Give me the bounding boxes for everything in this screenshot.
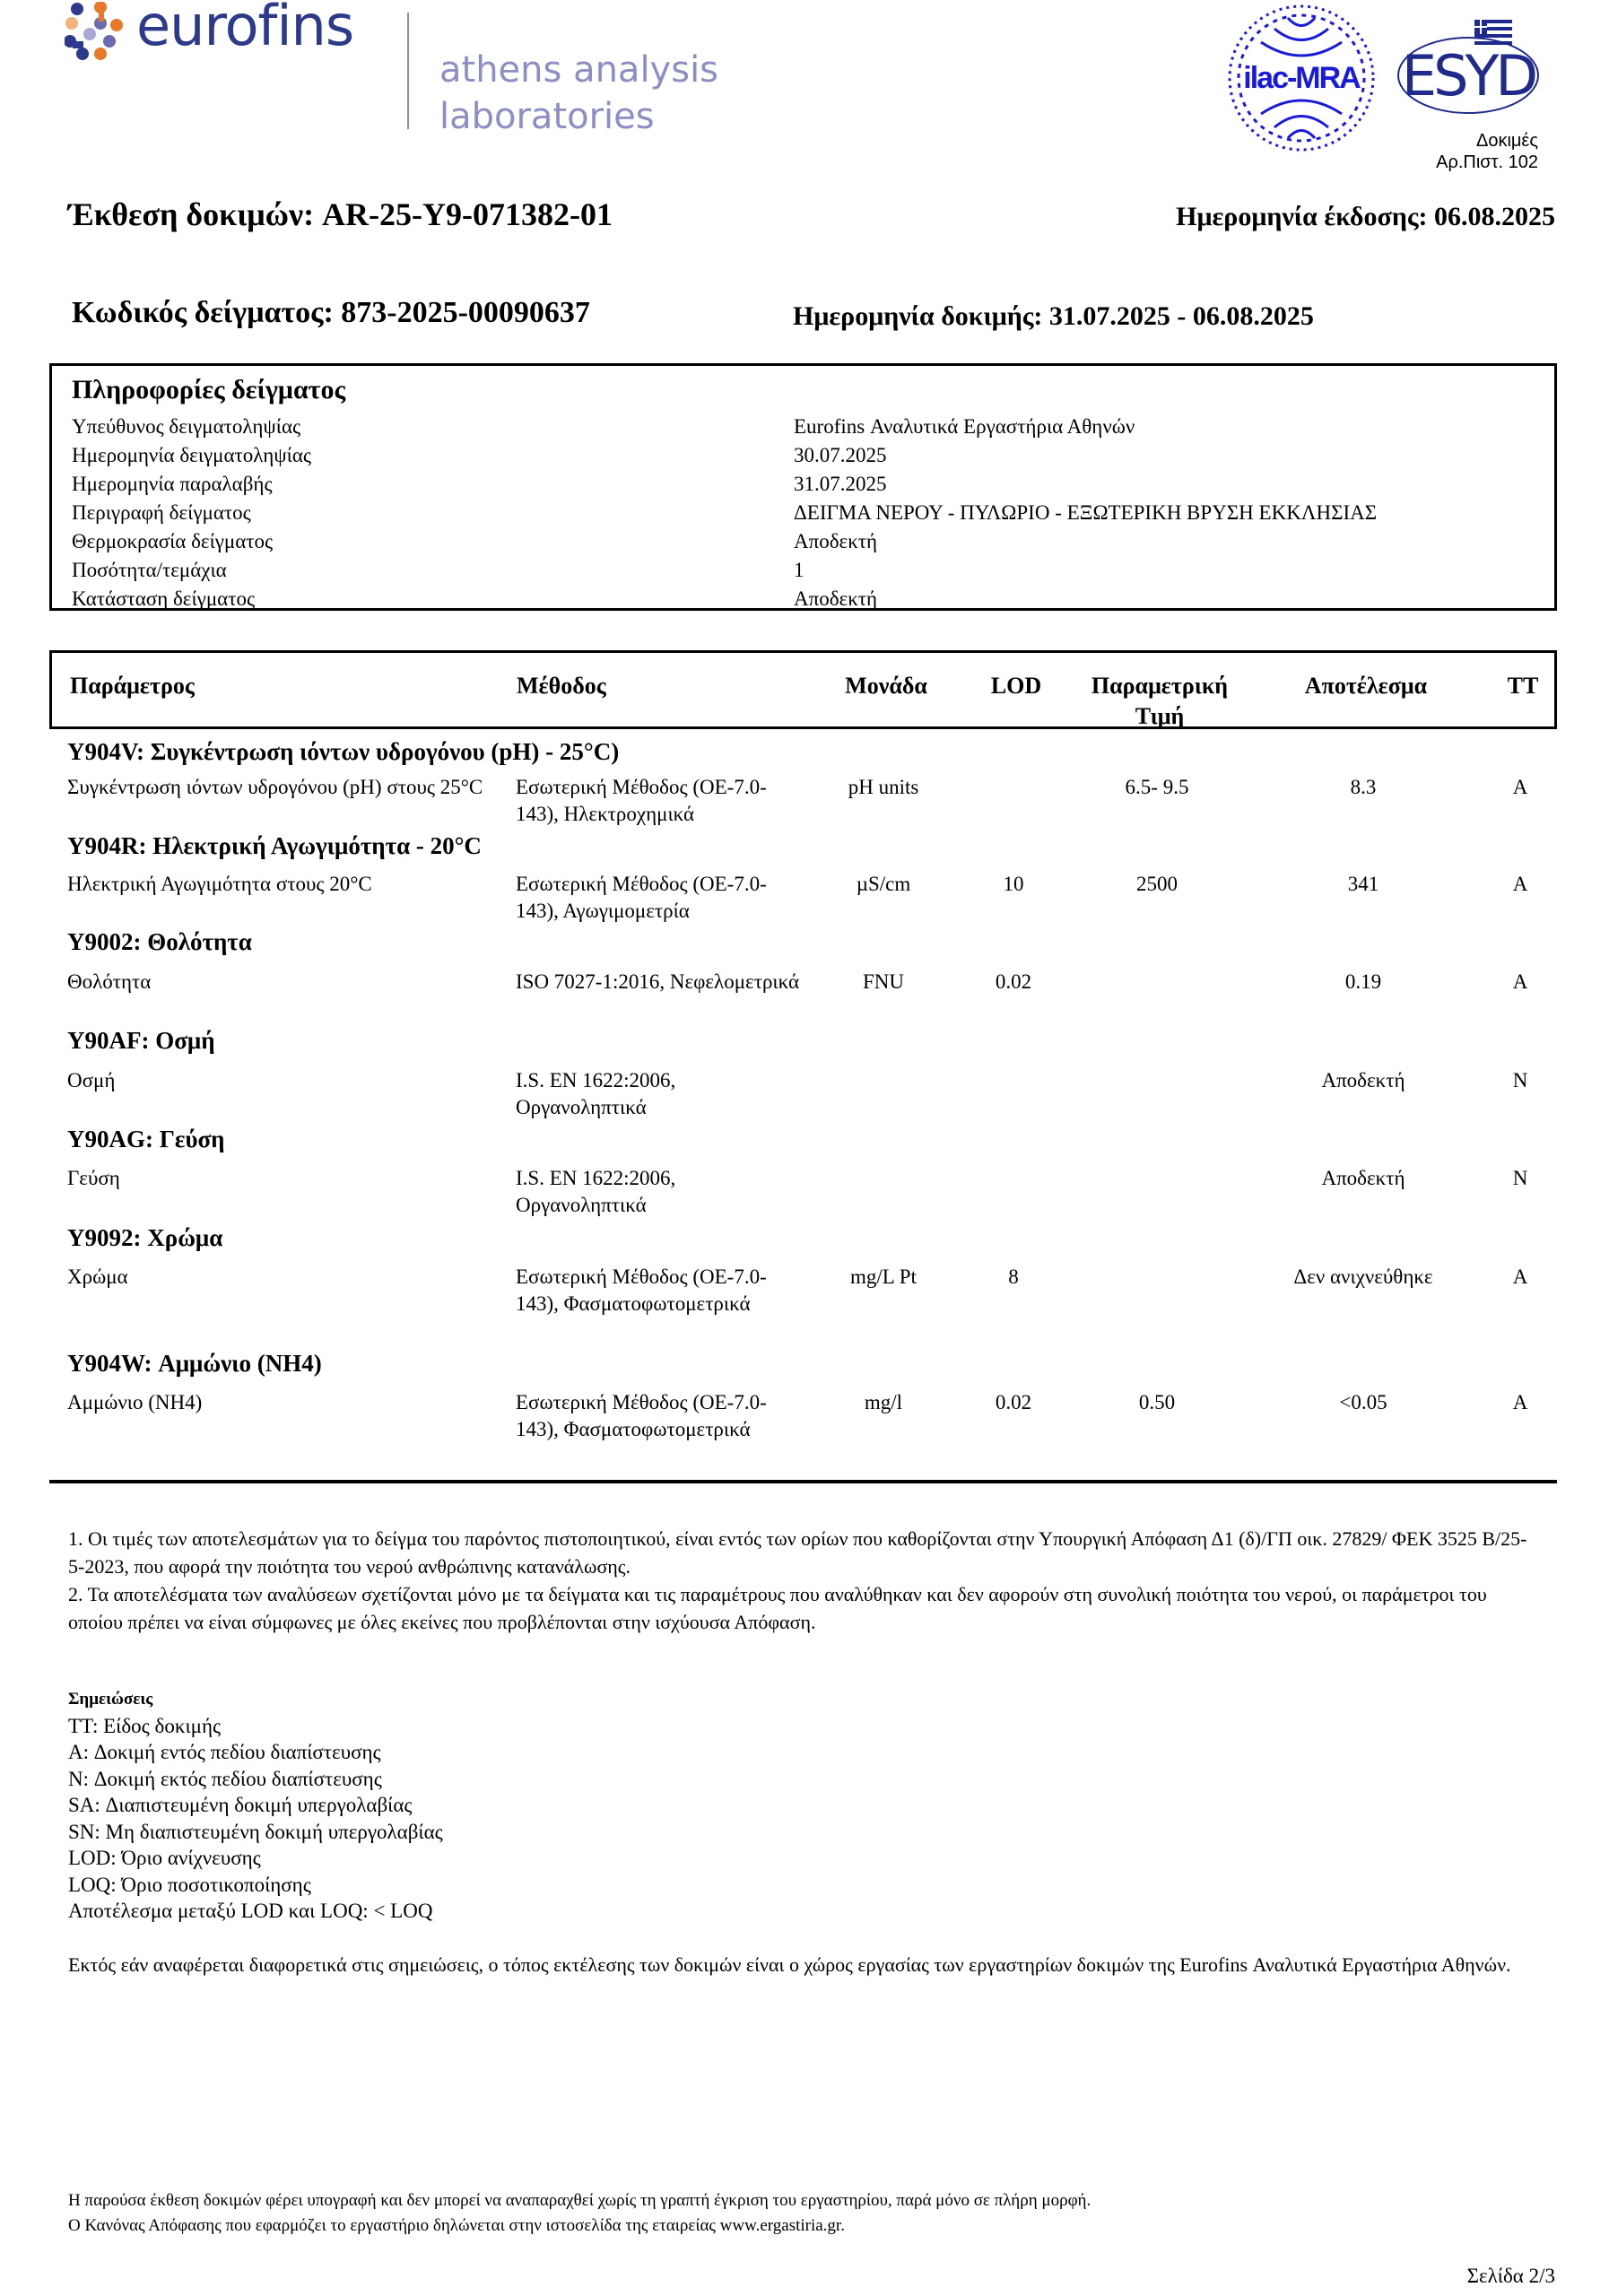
group-title: Y90AG: Γεύση — [67, 1126, 225, 1152]
result: <0.05 — [1339, 1391, 1387, 1413]
accreditation-caption-line1: Δοκιμές — [1475, 131, 1538, 151]
logo-divider — [407, 13, 409, 129]
result: Δεν ανιχνεύθηκε — [1293, 1265, 1433, 1288]
info-label: Κατάσταση δείγματος — [72, 587, 256, 610]
brand-name: eurofins — [136, 0, 354, 58]
group-title: Y9002: Θολότητα — [67, 928, 252, 955]
results-table-bottom-rule — [49, 1480, 1557, 1483]
col-header-method: Μέθοδος — [517, 673, 606, 699]
result: 341 — [1347, 873, 1379, 895]
footer-disclaimer: Η παρούσα έκθεση δοκιμών φέρει υπογραφή και δεν μπορεί να αναπαραχθεί χωρίς τη γραπτή έγκριση του εργαστηρίου, παρά μόνο σε πλήρη μορφή. — [68, 2191, 1092, 2210]
col-header-param: Παράμετρος — [70, 673, 195, 699]
info-label: Ημερομηνία δειγματοληψίας — [72, 444, 312, 466]
param-name: Γεύση — [67, 1167, 120, 1189]
remarks-item: LOD: Όριο ανίχνευσης — [68, 1847, 261, 1869]
unit: µS/cm — [856, 873, 911, 895]
info-value: Αποδεκτή — [794, 530, 878, 552]
info-value: 1 — [794, 559, 804, 581]
result: Αποδεκτή — [1321, 1069, 1405, 1091]
remarks-item: Αποτέλεσμα μεταξύ LOD και LOQ: < LOQ — [68, 1900, 433, 1922]
param-value: 2500 — [1136, 873, 1178, 895]
remarks-item: A: Δοκιμή εντός πεδίου διαπίστευσης — [68, 1741, 381, 1763]
unit: mg/L Pt — [850, 1265, 917, 1288]
param-name: Συγκέντρωση ιόντων υδρογόνου (pH) στους 25°C — [67, 776, 483, 798]
sample-info-row — [72, 499, 1545, 527]
page-number: Σελίδα 2/3 — [1466, 2265, 1555, 2287]
sample-info-row — [72, 441, 1545, 470]
group-title: Y904W: Αμμώνιο (NH4) — [67, 1350, 322, 1377]
sample-code: Κωδικός δείγματος: 873-2025-00090637 — [72, 296, 590, 329]
lod: 0.02 — [995, 1391, 1032, 1413]
info-label: Υπεύθυνος δειγματοληψίας — [72, 415, 301, 438]
ilac-mra-seal-icon — [1225, 2, 1378, 154]
remarks-item: TT: Είδος δοκιμής — [68, 1714, 222, 1737]
results-table-header — [49, 650, 1557, 729]
note-1: 1. Οι τιμές των αποτελεσμάτων για το δείγμα του παρόντος πιστοποιητικού, είναι εντός των ορίων που καθορίζονται στην Υπουργική Απόφαση Δ1 (δ)/ΓΠ οικ. 27829/ ΦΕΚ 3525 Β/25-5-2023, που αφορά την ποιότητα του νερού ανθρώπινης κατανάλωσης. — [68, 1527, 1527, 1578]
accreditation-number: Αρ.Πιστ. 102 — [1436, 152, 1538, 172]
test-type: N — [1512, 1069, 1528, 1091]
footer — [68, 2188, 1091, 2239]
remarks-legend — [68, 1686, 443, 1925]
remarks-title: Σημειώσεις — [68, 1690, 153, 1709]
sample-info-box — [49, 363, 1557, 611]
info-value: 31.07.2025 — [794, 473, 887, 495]
test-type: A — [1512, 1265, 1528, 1288]
method: Εσωτερική Μέθοδος (ΟΕ-7.0-143), Φασματοφωτομετρικά — [516, 1391, 767, 1440]
col-header-lod: LOD — [990, 673, 1042, 699]
method: I.S. EN 1622:2006, Οργανοληπτικά — [516, 1069, 676, 1118]
info-label: Ποσότητα/τεμάχια — [72, 559, 227, 581]
sample-info-row — [72, 556, 1545, 585]
unit: pH units — [848, 776, 919, 798]
lab-name-line1: athens analysis — [439, 49, 719, 91]
compliance-notes — [68, 1525, 1539, 1636]
group-title: Y904R: Ηλεκτρική Αγωγιμότητα - 20°C — [67, 832, 482, 859]
result: Αποδεκτή — [1321, 1167, 1405, 1189]
test-type: N — [1512, 1167, 1528, 1189]
unit: FNU — [862, 970, 904, 993]
group-title: Y904V: Συγκέντρωση ιόντων υδρογόνου (pH) - 25°C) — [67, 738, 620, 765]
lod: 8 — [1008, 1265, 1019, 1288]
param-value: 6.5- 9.5 — [1125, 776, 1189, 798]
footer-decision-rule: Ο Κανόνας Απόφασης που εφαρμόζει το εργαστήριο δηλώνεται στην ιστοσελίδα της εταιρείας www.ergastiria.gr. — [68, 2216, 845, 2235]
param-name: Αμμώνιο (NH4) — [67, 1391, 203, 1413]
lod: 10 — [1003, 873, 1024, 895]
test-location-note: Εκτός εάν αναφέρεται διαφορετικά στις σημειώσεις, ο τόπος εκτέλεσης των δοκιμών είναι ο χώρος εργασίας των εργαστηρίων δοκιμών της Eurofins Αναλυτικά Εργαστήρια Αθηνών. — [68, 1953, 1511, 1976]
param-name: Οσμή — [67, 1069, 116, 1091]
result: 0.19 — [1344, 970, 1382, 993]
svg-text:ESYD: ESYD — [1401, 43, 1535, 109]
lab-name — [439, 47, 718, 140]
eurofins-logo-icon — [65, 2, 124, 61]
info-value: 30.07.2025 — [794, 444, 887, 466]
remarks-item: N: Δοκιμή εκτός πεδίου διαπίστευσης — [68, 1767, 382, 1790]
col-header-param-value: Παραμετρική Τιμή — [1091, 673, 1229, 729]
result: 8.3 — [1350, 776, 1377, 798]
sample-info-row — [72, 470, 1545, 499]
note-2: 2. Τα αποτελέσματα των αναλύσεων σχετίζονται μόνο με τα δείγματα και τις παραμέτρους που αναλύθηκαν και δεν αφορούν στη συνολική ποιότητα του νερού, οι παράμετροι του οποίου πρέπει να είναι σύμφωνες με όλες εκείνες που προβλέπονται στην ισχύουσα Απόφαση. — [68, 1583, 1487, 1633]
group-title: Y90AF: Οσμή — [67, 1027, 215, 1054]
test-type: A — [1512, 970, 1528, 993]
remarks-item: SA: Διαπιστευμένη δοκιμή υπεργολαβίας — [68, 1794, 413, 1816]
sample-info-title: Πληροφορίες δείγματος — [72, 375, 346, 404]
col-header-tt: TT — [1507, 673, 1539, 699]
info-label: Περιγραφή δείγματος — [72, 501, 251, 524]
report-title: Έκθεση δοκιμών: AR-25-Y9-071382-01 — [68, 196, 613, 232]
esyd-logo-icon — [1396, 16, 1541, 117]
lod: 0.02 — [995, 970, 1032, 993]
info-value: Αποδεκτή — [794, 587, 878, 610]
info-value: Eurofins Αναλυτικά Εργαστήρια Αθηνών — [794, 415, 1135, 438]
info-label: Θερμοκρασία δείγματος — [72, 530, 274, 552]
method: Εσωτερική Μέθοδος (ΟΕ-7.0-143), Ηλεκτροχημικά — [516, 776, 767, 825]
svg-text:ilac-MRA: ilac-MRA — [1243, 61, 1360, 95]
method: ISO 7027-1:2016, Νεφελομετρικά — [516, 970, 800, 993]
sample-info-rows — [72, 413, 1545, 613]
lab-name-line2: laboratories — [439, 96, 655, 137]
unit: mg/l — [864, 1391, 903, 1413]
sample-info-row — [72, 585, 1545, 613]
group-title: Y9092: Χρώμα — [67, 1224, 223, 1251]
param-value: 0.50 — [1138, 1391, 1176, 1413]
param-name: Θολότητα — [67, 970, 152, 993]
sample-info-row — [72, 527, 1545, 556]
info-value: ΔΕΙΓΜΑ ΝΕΡΟΥ - ΠΥΛΩΡΙΟ - ΕΞΩΤΕΡΙΚΗ ΒΡΥΣΗ ΕΚΚΛΗΣΙΑΣ — [794, 501, 1378, 524]
param-name: Ηλεκτρική Αγωγιμότητα στους 20°C — [67, 873, 372, 895]
test-type: A — [1512, 1391, 1528, 1413]
test-type: A — [1512, 873, 1528, 895]
sample-info-row — [72, 413, 1545, 441]
method: I.S. EN 1622:2006, Οργανοληπτικά — [516, 1167, 676, 1216]
accreditation-caption — [1399, 130, 1538, 173]
col-header-result: Αποτέλεσμα — [1304, 673, 1428, 699]
remarks-item: LOQ: Όριο ποσοτικοποίησης — [68, 1873, 311, 1896]
param-name: Χρώμα — [67, 1265, 128, 1288]
remarks-item: SN: Μη διαπιστευμένη δοκιμή υπεργολαβίας — [68, 1820, 443, 1843]
info-label: Ημερομηνία παραλαβής — [72, 473, 273, 495]
method: Εσωτερική Μέθοδος (ΟΕ-7.0-143), Αγωγιμομετρία — [516, 873, 767, 922]
method: Εσωτερική Μέθοδος (ΟΕ-7.0-143), Φασματοφωτομετρικά — [516, 1265, 767, 1315]
issue-date: Ημερομηνία έκδοσης: 06.08.2025 — [1176, 202, 1555, 231]
test-type: A — [1512, 776, 1528, 798]
col-header-unit: Μονάδα — [845, 673, 927, 699]
test-date: Ημερομηνία δοκιμής: 31.07.2025 - 06.08.2025 — [793, 301, 1314, 331]
